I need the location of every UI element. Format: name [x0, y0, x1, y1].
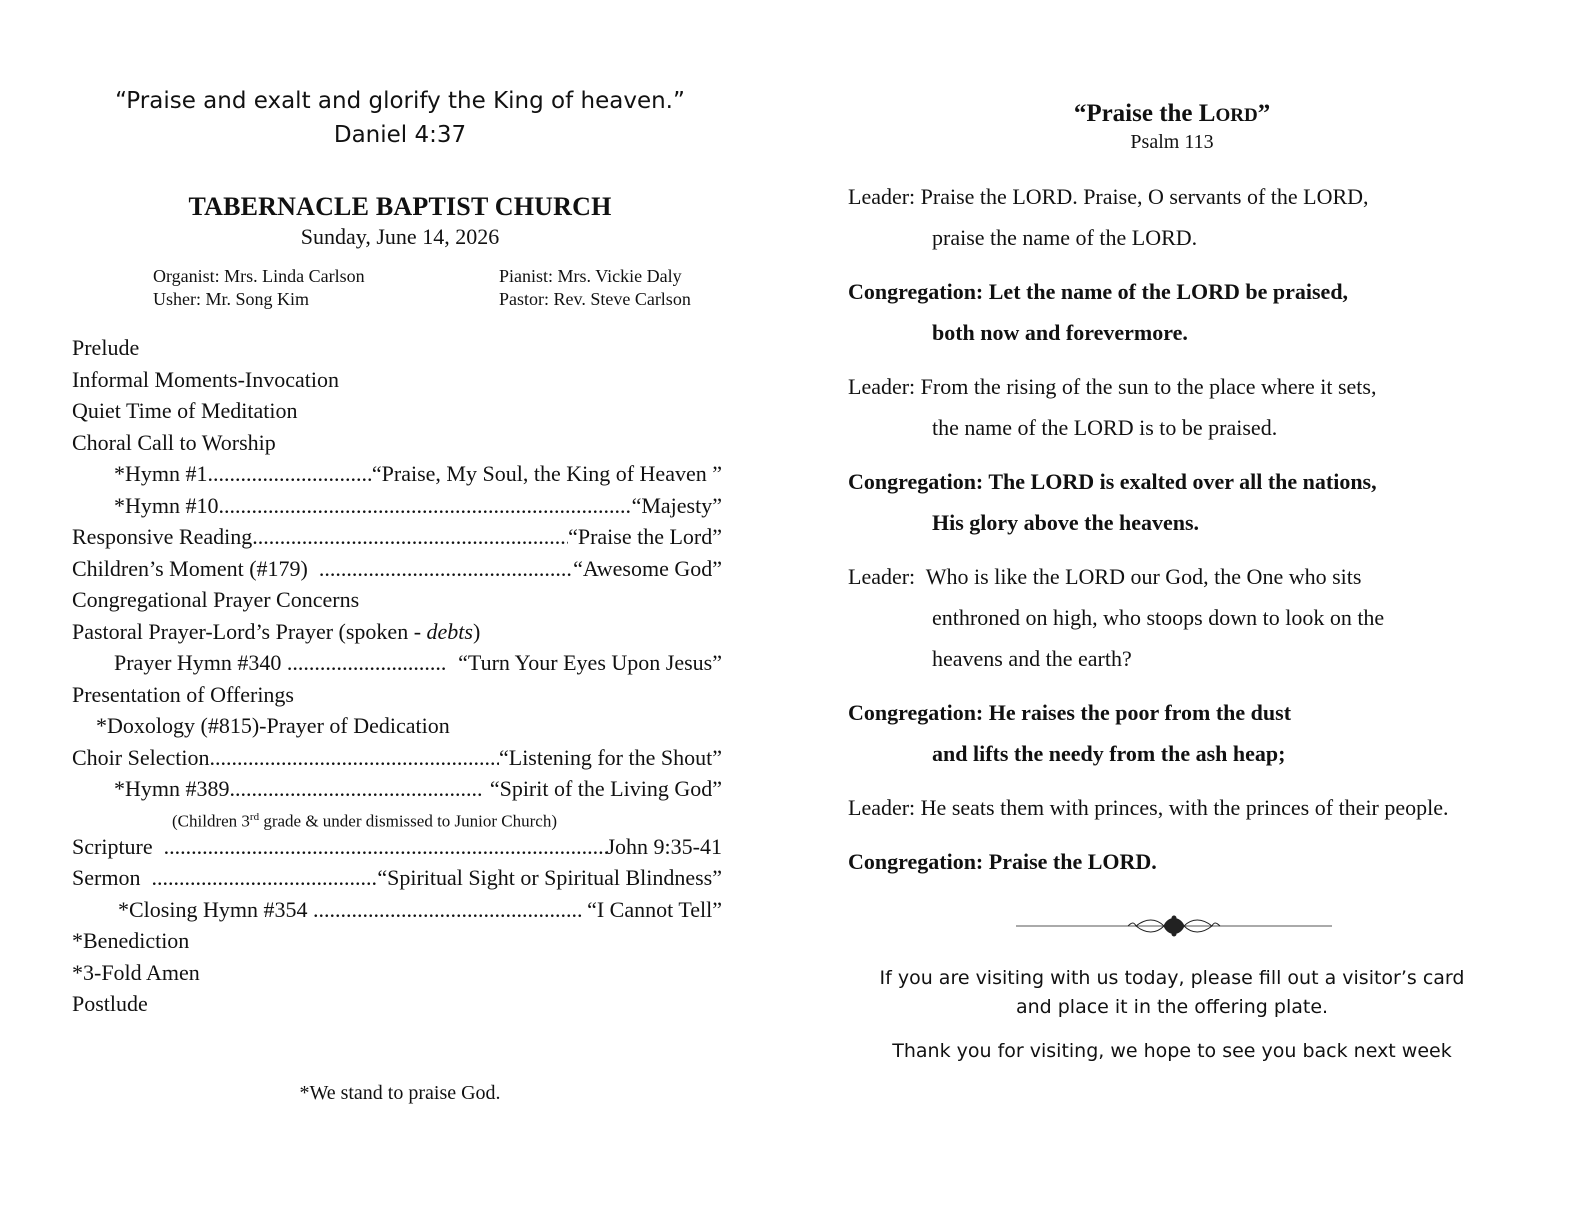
- order-item-choral-call: Choral Call to Worship: [72, 429, 276, 455]
- order-item-childrens-moment: Children’s Moment (#179) ..... “Awesome God”: [72, 553, 722, 585]
- leader-dots: [151, 862, 377, 894]
- leader-dots: [313, 894, 582, 926]
- quote-reference: Daniel 4:37: [333, 122, 467, 148]
- order-item-offerings: Presentation of Offerings: [72, 681, 294, 707]
- order-item-pastoral-prayer: Pastoral Prayer-Lord’s Prayer (spoken - debts): [72, 618, 481, 644]
- ornamental-flourish-icon: [1016, 914, 1332, 938]
- bulletin-right-panel: [792, 0, 1584, 1224]
- order-item-amen: *3-Fold Amen: [72, 959, 200, 985]
- order-item-quiet-time: Quiet Time of Meditation: [72, 398, 298, 423]
- reading-reference: Psalm 113: [1130, 131, 1214, 153]
- order-item-postlude: Postlude: [72, 991, 148, 1016]
- staff-column-left: [153, 265, 365, 311]
- order-item-hymn-389: *Hymn #389 ..... “Spirit of the Living God”: [72, 773, 722, 805]
- staff-column-right: [499, 265, 691, 311]
- congregation-stanza: Congregation: He raises the poor from the dust and lifts the needy from the ash heap;: [848, 700, 1292, 766]
- thank-you-note: Thank you for visiting, we hope to see you back next week: [892, 1040, 1452, 1062]
- organist: Organist: Mrs. Linda Carlson: [153, 266, 365, 286]
- quote-text: “Praise and exalt and glorify the King of heaven.”: [115, 88, 685, 114]
- order-of-worship: [72, 332, 722, 1020]
- leader-stanza: Leader: Who is like the LORD our God, the One who sits enthroned on high, who stoops down to look on the heavens and the earth?: [848, 564, 1385, 671]
- leader-dots: [287, 647, 447, 679]
- order-item-hymn-1: *Hymn #1 ..... “Praise, My Soul, the King of Heaven ”: [72, 458, 722, 490]
- pastor: Pastor: Rev. Steve Carlson: [499, 289, 691, 309]
- stand-note: *We stand to praise God.: [299, 1082, 501, 1104]
- reading-title: “Praise the LORD”: [1073, 100, 1271, 127]
- scripture-quote: [60, 84, 740, 152]
- order-item-informal-moments: Informal Moments-Invocation: [72, 366, 339, 392]
- congregation-stanza: Congregation: Praise the LORD.: [848, 849, 1157, 874]
- visitor-card-note: If you are visiting with us today, please fill out a visitor’s card and place it in the offering plate.: [879, 967, 1465, 1018]
- leader-stanza: Leader: He seats them with princes, with the princes of their people.: [848, 795, 1449, 820]
- leader-dots: [319, 553, 573, 585]
- order-item-doxology: *Doxology (#815)-Prayer of Dedication: [96, 713, 450, 738]
- order-item-sermon: Sermon ..... “Spiritual Sight or Spiritual Blindness”: [72, 862, 722, 894]
- order-item-benediction: *Benediction: [72, 928, 190, 953]
- order-item-choir-selection: Choir Selection ..... “Listening for the Shout”: [72, 742, 722, 774]
- order-item-hymn-10: *Hymn #10 ..... “Majesty”: [72, 490, 722, 522]
- congregation-stanza: Congregation: The LORD is exalted over all the nations, His glory above the heavens.: [848, 469, 1377, 535]
- order-item-closing-hymn: *Closing Hymn #354 ..... “I Cannot Tell”: [72, 894, 722, 926]
- usher: Usher: Mr. Song Kim: [153, 289, 310, 309]
- leader-dots: [230, 773, 485, 805]
- leader-stanza: Leader: Praise the LORD. Praise, O servants of the LORD, praise the name of the LORD.: [848, 184, 1369, 250]
- order-item-prelude: Prelude: [72, 335, 140, 360]
- leader-dots: [252, 521, 568, 553]
- service-date: Sunday, June 14, 2026: [300, 224, 500, 249]
- order-item-prayer-hymn: Prayer Hymn #340 ..... “Turn Your Eyes Upon Jesus”: [72, 647, 722, 679]
- children-dismissal-note: (Children 3rd grade & under dismissed to Junior Church): [172, 810, 558, 831]
- responsive-reading: [848, 176, 1568, 895]
- leader-dots: [208, 458, 372, 490]
- congregation-stanza: Congregation: Let the name of the LORD be praised, both now and forevermore.: [848, 279, 1349, 345]
- order-item-prayer-concerns: Congregational Prayer Concerns: [72, 587, 360, 612]
- pianist: Pianist: Mrs. Vickie Daly: [499, 266, 682, 286]
- leader-dots: [209, 742, 499, 774]
- leader-dots: [219, 490, 632, 522]
- church-name: TABERNACLE BAPTIST CHURCH: [188, 192, 612, 221]
- leader-dots: [164, 831, 607, 863]
- order-item-responsive-reading: Responsive Reading ..... “Praise the Lord”: [72, 521, 722, 553]
- order-item-scripture: Scripture ..... John 9:35-41: [72, 831, 722, 863]
- leader-stanza: Leader: From the rising of the sun to the place where it sets, the name of the LORD is to be praised.: [848, 374, 1377, 440]
